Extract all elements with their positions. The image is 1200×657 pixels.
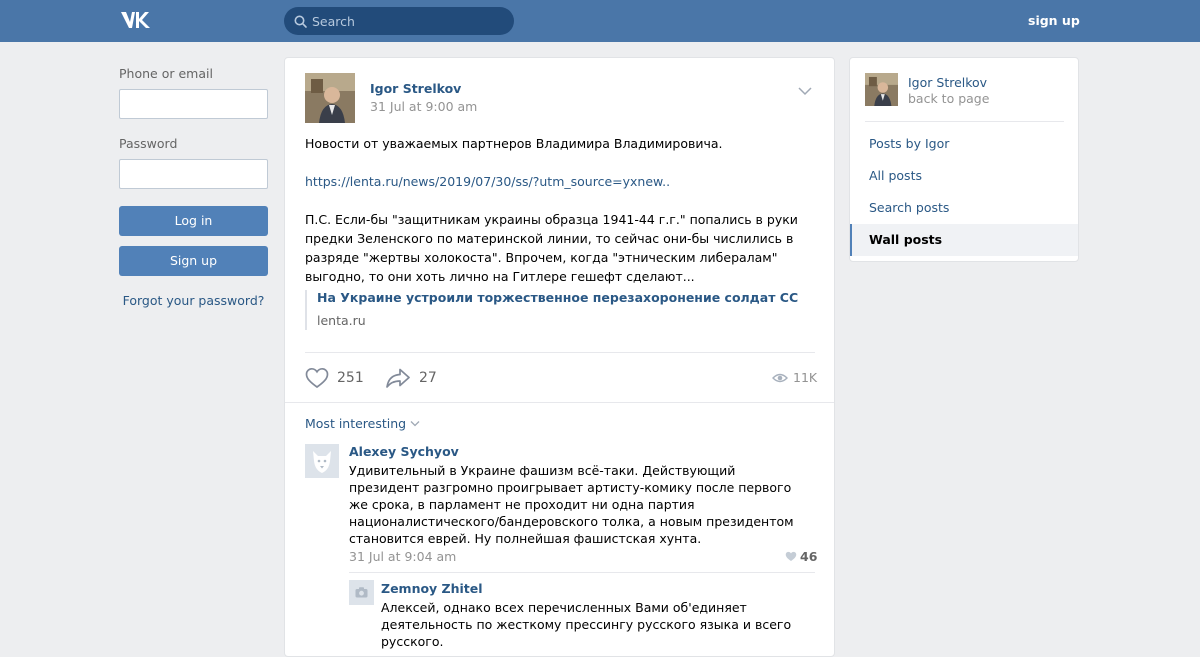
post-text — [305, 134, 820, 286]
comment-sort-dropdown[interactable] — [305, 416, 420, 431]
eye-icon — [772, 372, 788, 384]
divider — [865, 121, 1064, 122]
dog-avatar-icon — [305, 444, 339, 478]
phone-label: Phone or email — [119, 66, 213, 81]
vk-logo-icon[interactable] — [119, 10, 152, 31]
menu-item-search-posts[interactable]: Search posts — [869, 200, 950, 215]
divider — [285, 402, 834, 403]
comment-like-count: 46 — [800, 549, 818, 564]
posts-menu — [850, 128, 1078, 256]
divider — [305, 352, 815, 353]
reply-author[interactable]: Zemnoy Zhitel — [381, 581, 483, 596]
back-to-page-link[interactable]: back to page — [908, 91, 990, 106]
forgot-password-link[interactable]: Forgot your password? — [122, 293, 265, 308]
right-panel — [849, 57, 1079, 262]
replier-avatar[interactable] — [349, 580, 374, 605]
menu-item-all-posts[interactable]: All posts — [869, 168, 922, 183]
view-counter — [772, 370, 817, 385]
divider — [349, 572, 815, 573]
snippet-domain: lenta.ru — [317, 313, 366, 328]
comment-like-button[interactable] — [785, 549, 817, 564]
heart-icon — [785, 551, 797, 562]
avatar-photo-icon — [305, 73, 355, 123]
comment-date[interactable]: 31 Jul at 9:04 am — [349, 549, 457, 564]
header-signup-link[interactable]: sign up — [1028, 13, 1080, 28]
like-count: 251 — [337, 370, 364, 386]
chevron-down-icon[interactable] — [797, 85, 813, 97]
password-input[interactable] — [119, 159, 268, 189]
link-snippet[interactable] — [305, 290, 815, 330]
share-button[interactable] — [385, 366, 437, 390]
camera-icon — [349, 580, 374, 605]
top-header — [0, 0, 1200, 42]
author-avatar[interactable] — [305, 73, 355, 123]
like-button[interactable] — [305, 366, 364, 390]
wall-post — [284, 57, 835, 657]
post-date[interactable]: 31 Jul at 9:00 am — [370, 99, 478, 114]
share-count: 27 — [419, 370, 437, 386]
signup-button[interactable]: Sign up — [119, 246, 268, 276]
phone-email-input[interactable] — [119, 89, 268, 119]
search-icon — [294, 15, 307, 28]
chevron-down-icon — [410, 420, 420, 427]
page-avatar[interactable] — [865, 73, 898, 106]
comment-author[interactable]: Alexey Sychyov — [349, 444, 459, 459]
view-count: 11K — [793, 370, 818, 385]
login-button[interactable]: Log in — [119, 206, 268, 236]
page-name-link[interactable]: Igor Strelkov — [908, 75, 988, 90]
post-link[interactable]: https://lenta.ru/news/2019/07/30/ss/?utm_source=yxnew.. — [305, 174, 671, 189]
search-input[interactable] — [312, 7, 507, 35]
menu-item-wall-posts[interactable]: Wall posts — [850, 224, 1078, 256]
password-label: Password — [119, 136, 178, 151]
login-panel — [119, 66, 268, 308]
post-author[interactable]: Igor Strelkov — [370, 81, 462, 96]
search-box[interactable] — [284, 7, 514, 35]
comment-text: Удивительный в Украине фашизм всё-таки. Действующий президент разгромно проигрывает артисту-комику после первого же срока, в парламент не проходит ни одна партия националистического/бандеровского толка, а новым президентом становится еврей. Ну полнейшая фашистская хунта. — [349, 463, 794, 546]
commenter-avatar[interactable] — [305, 444, 339, 478]
avatar-photo-icon — [865, 73, 898, 106]
share-icon — [385, 367, 411, 389]
post-text-paragraph: П.С. Если-бы "защитникам украины образца 1941-44 г.г." попались в руки предки Зеленского по материнской линии, то сейчас они-бы числились в разряде "жертвы холокоста". Впрочем, когда "этническим либералам" выгодно, то они хоть лично на Гитлере гешефт сделают... — [305, 212, 798, 284]
menu-item-posts-by-igor[interactable]: Posts by Igor — [869, 136, 950, 151]
sort-label: Most interesting — [305, 416, 407, 431]
post-text-line: Новости от уважаемых партнеров Владимира Владимировича. — [305, 136, 723, 151]
snippet-title[interactable]: На Украине устроили торжественное перезахоронение солдат СС — [317, 290, 799, 305]
reply-text: Алексей, однако всех перечисленных Вами об'единяет деятельность по жесткому прессингу русского языка и всего русского. — [381, 600, 792, 649]
heart-icon — [305, 367, 329, 389]
